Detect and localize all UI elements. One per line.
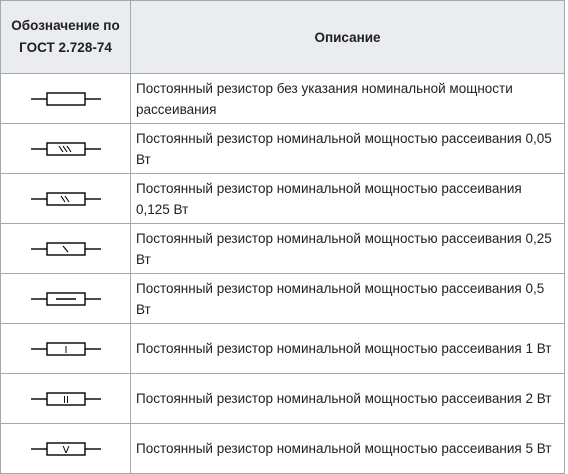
resistor-symbol-cell bbox=[1, 224, 131, 274]
resistor-icon bbox=[29, 139, 103, 159]
resistor-description: Постоянный резистор номинальной мощностью рассеивания 0,05 Вт bbox=[131, 124, 565, 174]
resistor-symbol-cell bbox=[1, 424, 131, 474]
resistor-icon bbox=[29, 189, 103, 209]
resistor-symbol-cell bbox=[1, 124, 131, 174]
header-row bbox=[1, 1, 565, 74]
resistor-description: Постоянный резистор без указания номинальной мощности рассеивания bbox=[131, 74, 565, 124]
resistor-icon bbox=[29, 89, 103, 109]
resistor-icon bbox=[29, 339, 103, 359]
power-mark-label: V bbox=[62, 444, 69, 456]
table-row bbox=[1, 74, 565, 124]
table-row bbox=[1, 174, 565, 224]
resistor-icon bbox=[29, 439, 103, 459]
power-mark-label: II bbox=[62, 394, 69, 406]
resistor-description: Постоянный резистор номинальной мощностью рассеивания 5 Вт bbox=[131, 424, 565, 474]
resistor-symbol-cell bbox=[1, 74, 131, 124]
table-row bbox=[1, 124, 565, 174]
header-symbol: Обозначение по ГОСТ 2.728-74 bbox=[1, 1, 131, 74]
resistor-symbol-cell bbox=[1, 274, 131, 324]
header-description: Описание bbox=[131, 1, 565, 74]
table-row bbox=[1, 374, 565, 424]
resistor-icon bbox=[29, 239, 103, 259]
resistor-description: Постоянный резистор номинальной мощностью рассеивания 0,5 Вт bbox=[131, 274, 565, 324]
resistor-description: Постоянный резистор номинальной мощностью рассеивания 0,125 Вт bbox=[131, 174, 565, 224]
table-row bbox=[1, 224, 565, 274]
resistor-symbol-cell bbox=[1, 174, 131, 224]
power-mark-label: I bbox=[64, 344, 67, 356]
resistor-icon bbox=[29, 289, 103, 309]
resistor-icon bbox=[29, 389, 103, 409]
table-row bbox=[1, 424, 565, 474]
resistor-symbol-cell bbox=[1, 324, 131, 374]
resistor-description: Постоянный резистор номинальной мощностью рассеивания 2 Вт bbox=[131, 374, 565, 424]
resistor-symbol-cell bbox=[1, 374, 131, 424]
table-row bbox=[1, 274, 565, 324]
resistor-description: Постоянный резистор номинальной мощностью рассеивания 0,25 Вт bbox=[131, 224, 565, 274]
resistor-description: Постоянный резистор номинальной мощностью рассеивания 1 Вт bbox=[131, 324, 565, 374]
table-row bbox=[1, 324, 565, 374]
